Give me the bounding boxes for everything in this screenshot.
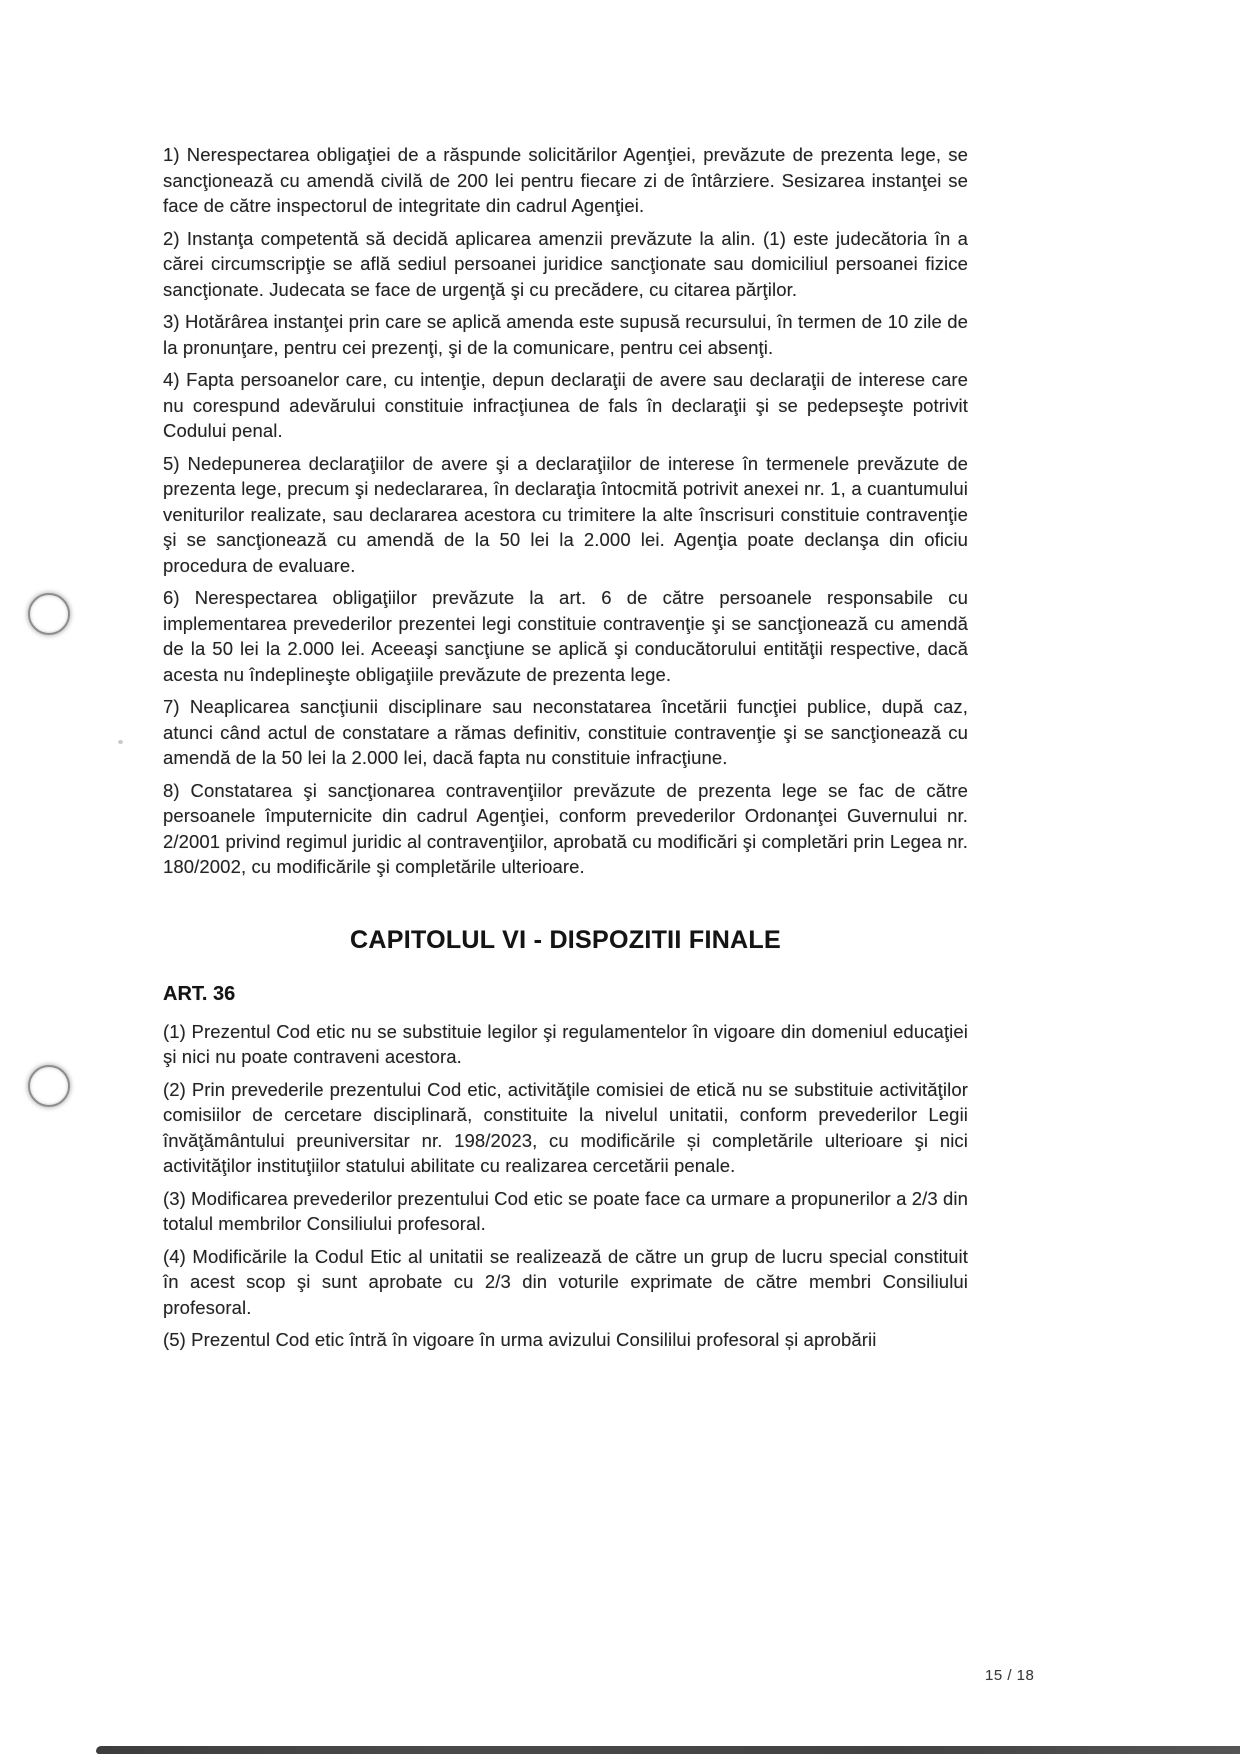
paragraph-3: 3) Hotărârea instanţei prin care se aplică amenda este supusă recursului, în termen de 10 zile de la pronunţare, pentru cei prezenţi, şi de la comunicare, pentru cei absenţi. bbox=[163, 311, 968, 358]
paragraph-2: 2) Instanţa competentă să decidă aplicarea amenzii prevăzute la alin. (1) este judecătoria în a cărei circumscripţie se află sediul persoanei juridice sancţionate sau domiciliul persoanei fizice sancţionate. Judecata se face de urgenţă şi cu precădere, cu citarea părţilor. bbox=[163, 227, 968, 300]
scan-artifact-bottom-edge bbox=[96, 1746, 1240, 1754]
paragraph-1: 1) Nerespectarea obligaţiei de a răspunde solicitărilor Agenţiei, prevăzute de prezenta lege, se sancţionează cu amendă civilă de 200 lei pentru fiecare zi de întârziere. Sesizarea instanţei se face de către inspectorul de integritate din cadrul Agenţiei. bbox=[163, 144, 968, 216]
paragraph-7: 7) Neaplicarea sancţiunii disciplinare sau neconstatarea încetării funcţiei publice, după caz, atunci când actul de constatare a rămas definitiv, constituie contravenţie şi se sancţionează cu amendă de la 50 lei la 2.000 lei, dacă fapta nu constituie infracţiune. bbox=[163, 696, 968, 768]
article-label: ART. 36 bbox=[163, 982, 236, 1005]
article-paragraph-2: (2) Prin prevederile prezentului Cod etic, activităţile comisiei de etică nu se substituie activităţilor comisiilor de cercetare disciplinară, constituite la nivelul unitatii, conform prevederilor Legii învăţământului preuniversitar nr. 198/2023, cu modificările și completările ulterioare şi nici activităţilor instituţiilor statului abilitate cu realizarea cercetării penale. bbox=[163, 1078, 968, 1176]
page-number: 15 / 18 bbox=[985, 1667, 1035, 1684]
paragraph-6: 6) Nerespectarea obligaţiilor prevăzute la art. 6 de către persoanele responsabile cu implementarea prevederilor prezentei legi constituie contravenţie şi se sancţionează cu amendă de la 50 lei la 2.000 lei. Aceeaşi sancţiune se aplică şi conducătorului entităţii respective, dacă acesta nu îndeplineşte obligaţiile prevăzute de prezenta lege. bbox=[163, 587, 968, 685]
page-content bbox=[163, 142, 968, 1360]
paragraph-4: 4) Fapta persoanelor care, cu intenţie, depun declaraţii de avere sau declaraţii de interese care nu corespund adevărului constituie infracţiunea de fals în declaraţii şi se pedepseşte potrivit Codului penal. bbox=[163, 369, 968, 441]
article-paragraph-3: (3) Modificarea prevederilor prezentului Cod etic se poate face ca urmare a propunerilor a 2/3 din totalul membrilor Consiliului profesoral. bbox=[163, 1187, 968, 1234]
article-paragraph-1: (1) Prezentul Cod etic nu se substituie legilor şi regulamentelor în vigoare din domeniul educaţiei şi nici nu poate contraveni acestora. bbox=[163, 1020, 968, 1067]
paragraph-8: 8) Constatarea şi sancţionarea contravenţiilor prevăzute de prezenta lege se fac de către persoanele împuternicite din cadrul Agenţiei, conform prevederilor Ordonanţei Guvernului nr. 2/2001 privind regimul juridic al contravenţiilor, aprobată cu modificări şi completări prin Legea nr. 180/2002, cu modificările şi completările ulterioare. bbox=[163, 779, 968, 877]
paragraph-5: 5) Nedepunerea declaraţiilor de avere şi a declaraţiilor de interese în termenele prevăzute de prezenta lege, precum şi nedeclararea, în declaraţia întocmită potrivit anexei nr. 1, a cuantumului veniturilor realizate, sau declararea acestora cu trimitere la alte înscrisuri constituie contravenţie şi se sancţionează cu amendă de la 50 lei la 2.000 lei. Agenţia poate declanşa din oficiu procedura de evaluare. bbox=[163, 452, 968, 576]
chapter-heading: CAPITOLUL VI - DISPOZITII FINALE bbox=[350, 925, 781, 954]
hole-punch-top bbox=[28, 593, 70, 635]
article-paragraph-5: (5) Prezentul Cod etic întră în vigoare în urma avizului Consililui profesoral și aprobării bbox=[163, 1329, 877, 1350]
scan-speck bbox=[118, 740, 123, 744]
article-paragraph-4: (4) Modificările la Codul Etic al unitatii se realizează de către un grup de lucru special constituit în acest scop şi sunt aprobate cu 2/3 din voturile exprimate de către membri Consiliului profesoral. bbox=[163, 1245, 968, 1318]
hole-punch-bottom bbox=[28, 1065, 70, 1107]
